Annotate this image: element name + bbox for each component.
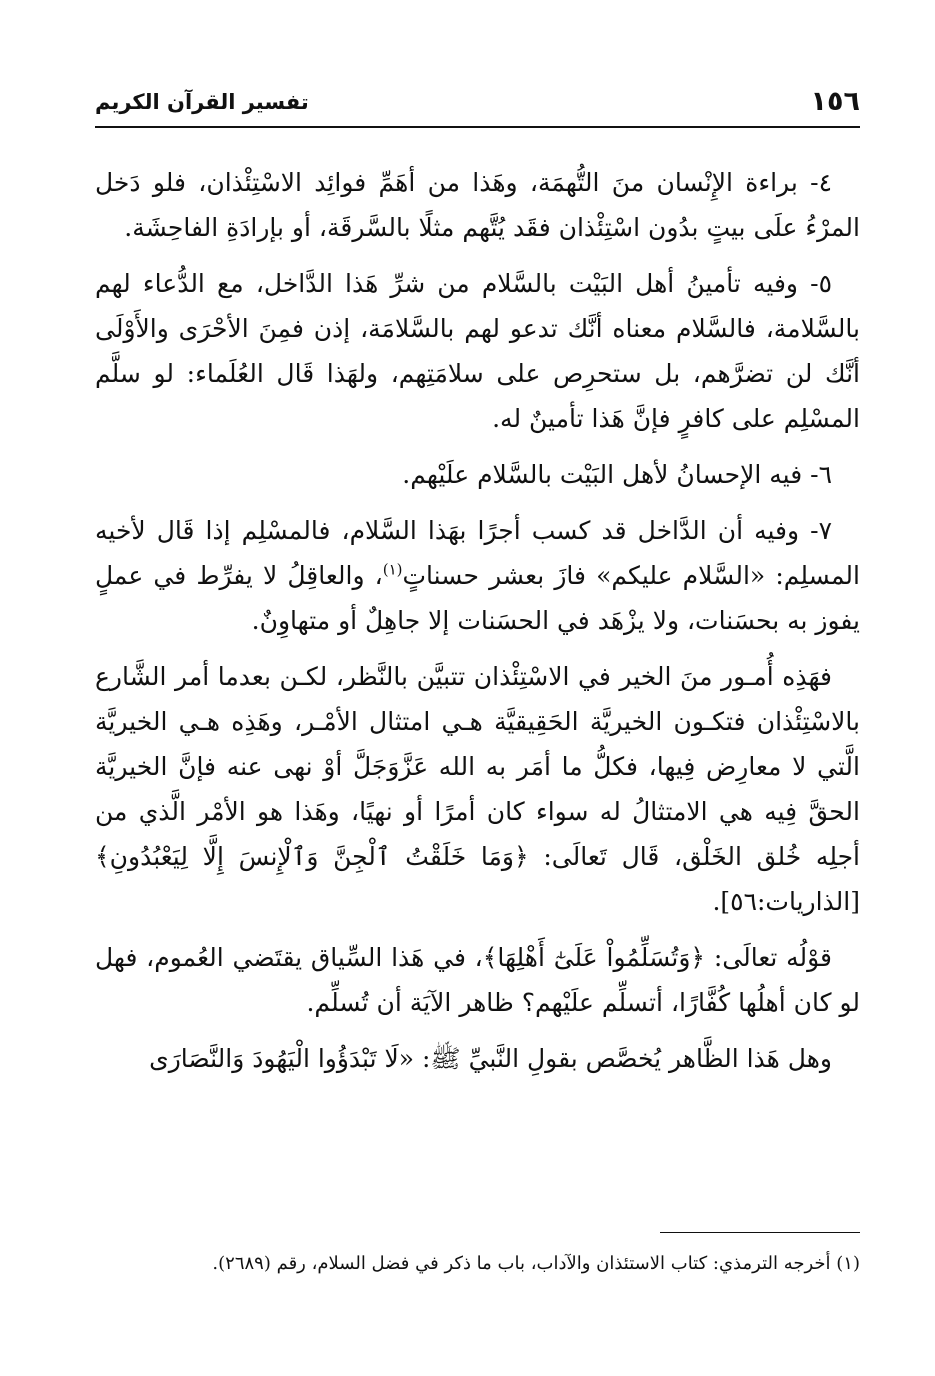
running-title: تفسير القرآن الكريم [95, 90, 309, 114]
paragraph-5: فهَذِه أُمـور منَ الخير في الاسْتِئْذان تتبيَّن بالنَّظر، لكـن بعدما أمر الشَّارع بالاسْتِئْذان فتكـون الخيريَّة الحَقِيقيَّة هـي امتثال الأمْـر، وهَذِه هـي الخيريَّة الَّتي لا معارِض فِيها، فكلُّ ما أمَر به الله عَزَّوَجَلَّ أوْ نهى عنه فإنَّ الخيريَّة الحقَّ فِيه هي الامتثالُ له سواء كان أمرًا أو نهيًا، وهَذا هو الأمْر الَّذي من أجلِه خُلق الخَلْق، قَال تَعالَى: ﴿وَمَا خَلَقْتُ ٱلْجِنَّ وَٱلْإِنسَ إِلَّا لِيَعْبُدُونِ﴾ [الذاريات:٥٦]. [95, 662, 861, 916]
paragraph-4-part-1: ٧- وفيه أن الدَّاخل قد كسب أجرًا بهَذا السَّلام، فالمسْلِم إذا قَال لأخيه المسلِم: «السَّلام عليكم» فازَ بعشر حسناتٍ [95, 516, 860, 590]
footnote-divider [660, 1232, 860, 1233]
paragraph-7: وهل هَذا الظَّاهر يُخصَّص بقولِ النَّبيِّ ﷺ: «لَا تَبْدَؤُوا الْيَهُودَ وَالنَّصَارَى [149, 1044, 832, 1073]
paragraph-2: ٥- وفيه تأمينُ أهل البَيْت بالسَّلام من شرِّ هَذا الدَّاخل، مع الدُّعاء لهم بالسَّلامة، فالسَّلام معناه أنَّك تدعو لهم بالسَّلامَة، إذن فمِنَ الأحْرَى والأَوْلَى أنَّك لن تضرَّهم، بل ستحرِص على سلامَتِهم، ولهَذا قَال العُلَماء: لو سلَّم المسْلِم على كافرٍ فإنَّ هَذا تأمينٌ له. [95, 269, 860, 433]
paragraph-4-part-2: ، والعاقِلُ لا يفرِّط في عملٍ يفوز به بحسَنات، ولا يزْهَد في الحسَنات إلا جاهِلٌ أو متهاوِنٌ. [95, 561, 860, 635]
page-header [95, 82, 860, 128]
footnote: (١) أخرجه الترمذي: كتاب الاستئذان والآداب، باب ما ذكر في فضل السلام، رقم (٢٦٨٩). [212, 1253, 860, 1274]
footnote-marker: (١) [382, 560, 403, 579]
paragraph-6: قوْلُه تعالَى: ﴿وَتُسَلِّمُواْ عَلَىٰٓ أَهْلِهَا﴾، في هَذا السِّياق يقتَضي العُموم، فهل لو كان أهلُها كُفَّارًا، أتسلِّم علَيْهم؟ ظاهر الآيَة أن تُسلِّم. [95, 943, 860, 1017]
paragraph-4 [95, 508, 860, 643]
paragraph-1: ٤- براءة الإِنْسان منَ التُّهمَة، وهَذا من أهَمِّ فوائِد الاسْتِئْذان، فلو دَخل المرْءُ علَى بيتٍ بدُون اسْتِئْذان فقَد يُتَّهم مثلًا بالسَّرقَة، أو بإرادَةِ الفاحِشَة. [95, 168, 860, 242]
paragraph-3: ٦- فيه الإحسانُ لأهل البَيْت بالسَّلام علَيْهم. [402, 460, 832, 489]
page-body [95, 160, 860, 1092]
page-number: ١٥٦ [810, 86, 860, 117]
